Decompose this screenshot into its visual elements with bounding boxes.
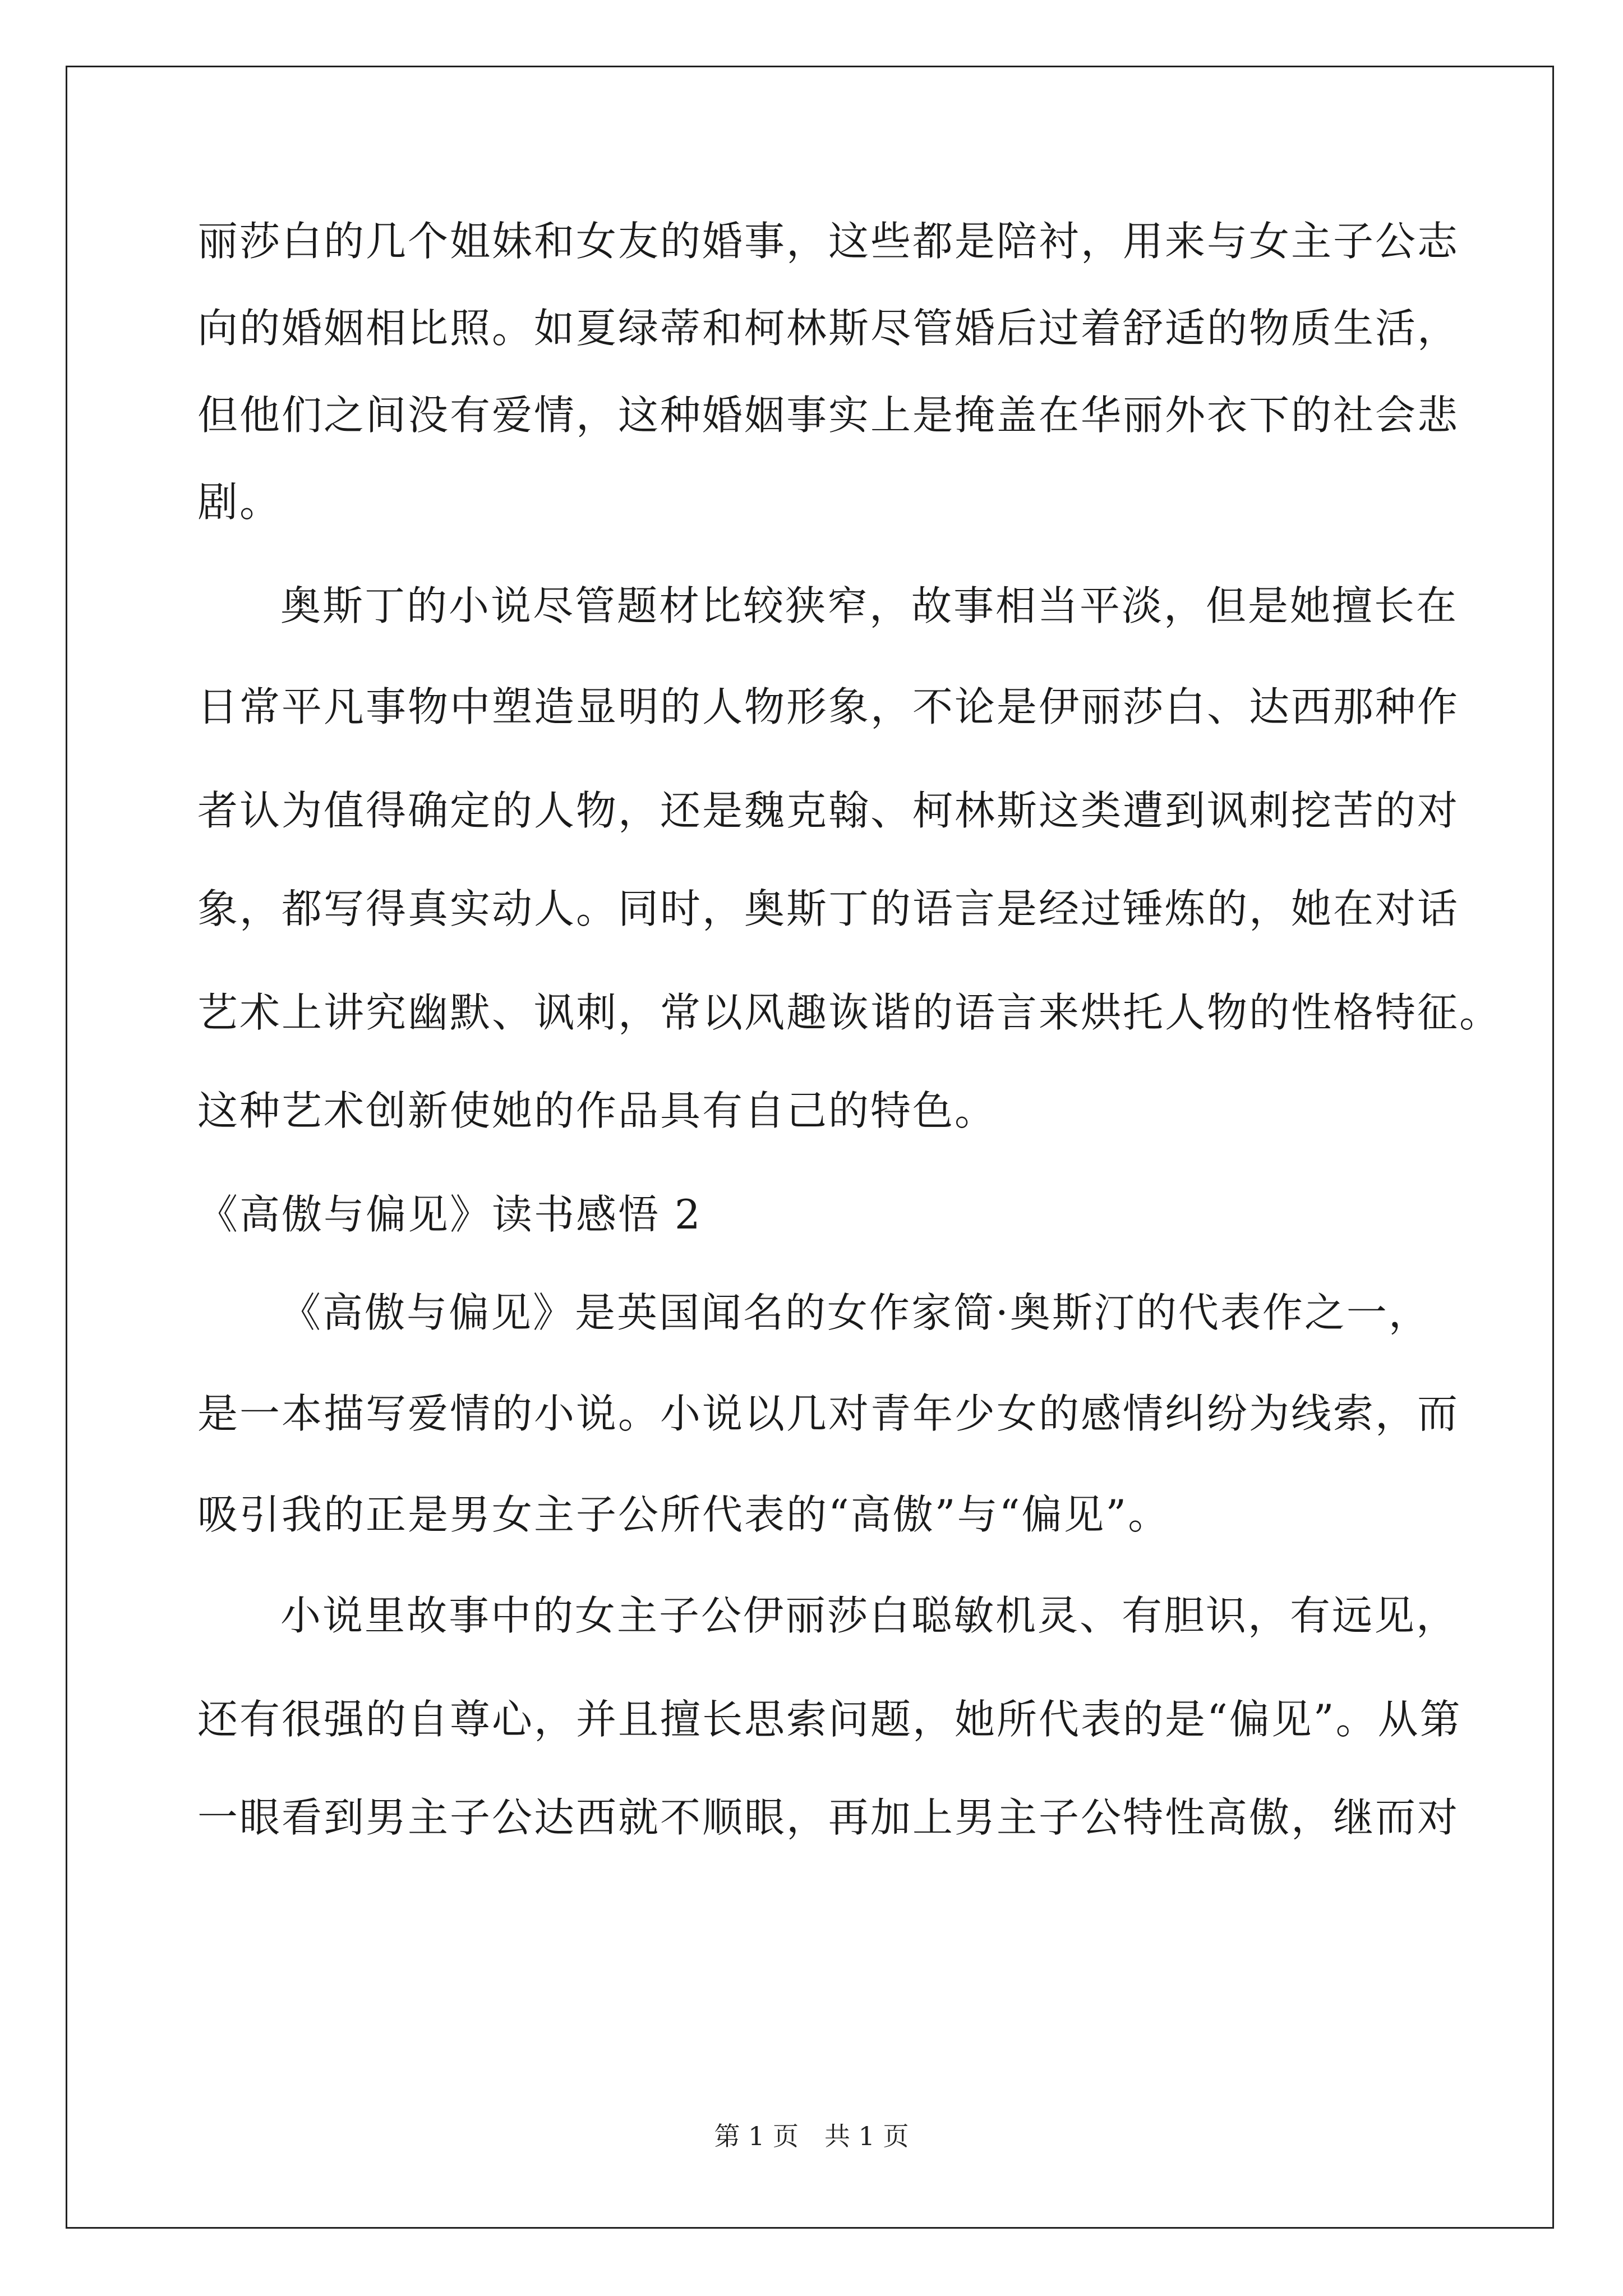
- paragraph-line: 者认为值得确定的人物，还是魏克翰、柯林斯这类遭到讽刺挖苦的对: [197, 787, 1460, 834]
- paragraph-line: 一眼看到男主子公达西就不顺眼，再加上男主子公特性高傲，继而对: [197, 1794, 1460, 1841]
- page-total: 共 1 页: [824, 2121, 909, 2151]
- paragraph-line: 奥斯丁的小说尽管题材比较狭窄，故事相当平淡，但是她擅长在: [280, 582, 1459, 629]
- page-number: 第 1 页: [714, 2121, 799, 2151]
- paragraph-line: 小说里故事中的女主子公伊丽莎白聪敏机灵、有胆识，有远见，: [280, 1592, 1459, 1639]
- paragraph-line: 《高傲与偏见》是英国闻名的女作家简·奥斯汀的代表作之一，: [280, 1289, 1431, 1336]
- paragraph-line: 向的婚姻相比照。如夏绿蒂和柯林斯尽管婚后过着舒适的物质生活，: [197, 305, 1460, 352]
- paragraph-line: 艺术上讲究幽默、讽刺，常以风趣诙谐的语言来烘托人物的性格特征。: [197, 989, 1502, 1036]
- paragraph-line: 吸引我的正是男女主子公所代表的“高傲”与“偏见”。: [197, 1491, 1170, 1538]
- paragraph-line: 丽莎白的几个姐妹和女友的婚事，这些都是陪衬，用来与女主子公志: [197, 218, 1460, 265]
- paragraph-line: 日常平凡事物中塑造显明的人物形象，不论是伊丽莎白、达西那种作: [197, 683, 1460, 730]
- paragraph-line: 剧。: [197, 478, 282, 526]
- paragraph-line: 是一本描写爱情的小说。小说以几对青年少女的感情纠纷为线索，而: [197, 1390, 1460, 1437]
- paragraph-line: 象，都写得真实动人。同时，奥斯丁的语言是经过锤炼的，她在对话: [197, 885, 1460, 932]
- paragraph-line: 但他们之间没有爱情，这种婚姻事实上是掩盖在华丽外衣下的社会悲: [197, 392, 1460, 439]
- paragraph-line: 还有很强的自尊心，并且擅长思索问题，她所代表的是“偏见”。从第: [197, 1696, 1462, 1743]
- section-heading: 《高傲与偏见》读书感悟 2: [197, 1191, 702, 1238]
- paragraph-line: 这种艺术创新使她的作品具有自己的特色。: [197, 1087, 997, 1134]
- page-footer: [0, 2119, 1623, 2153]
